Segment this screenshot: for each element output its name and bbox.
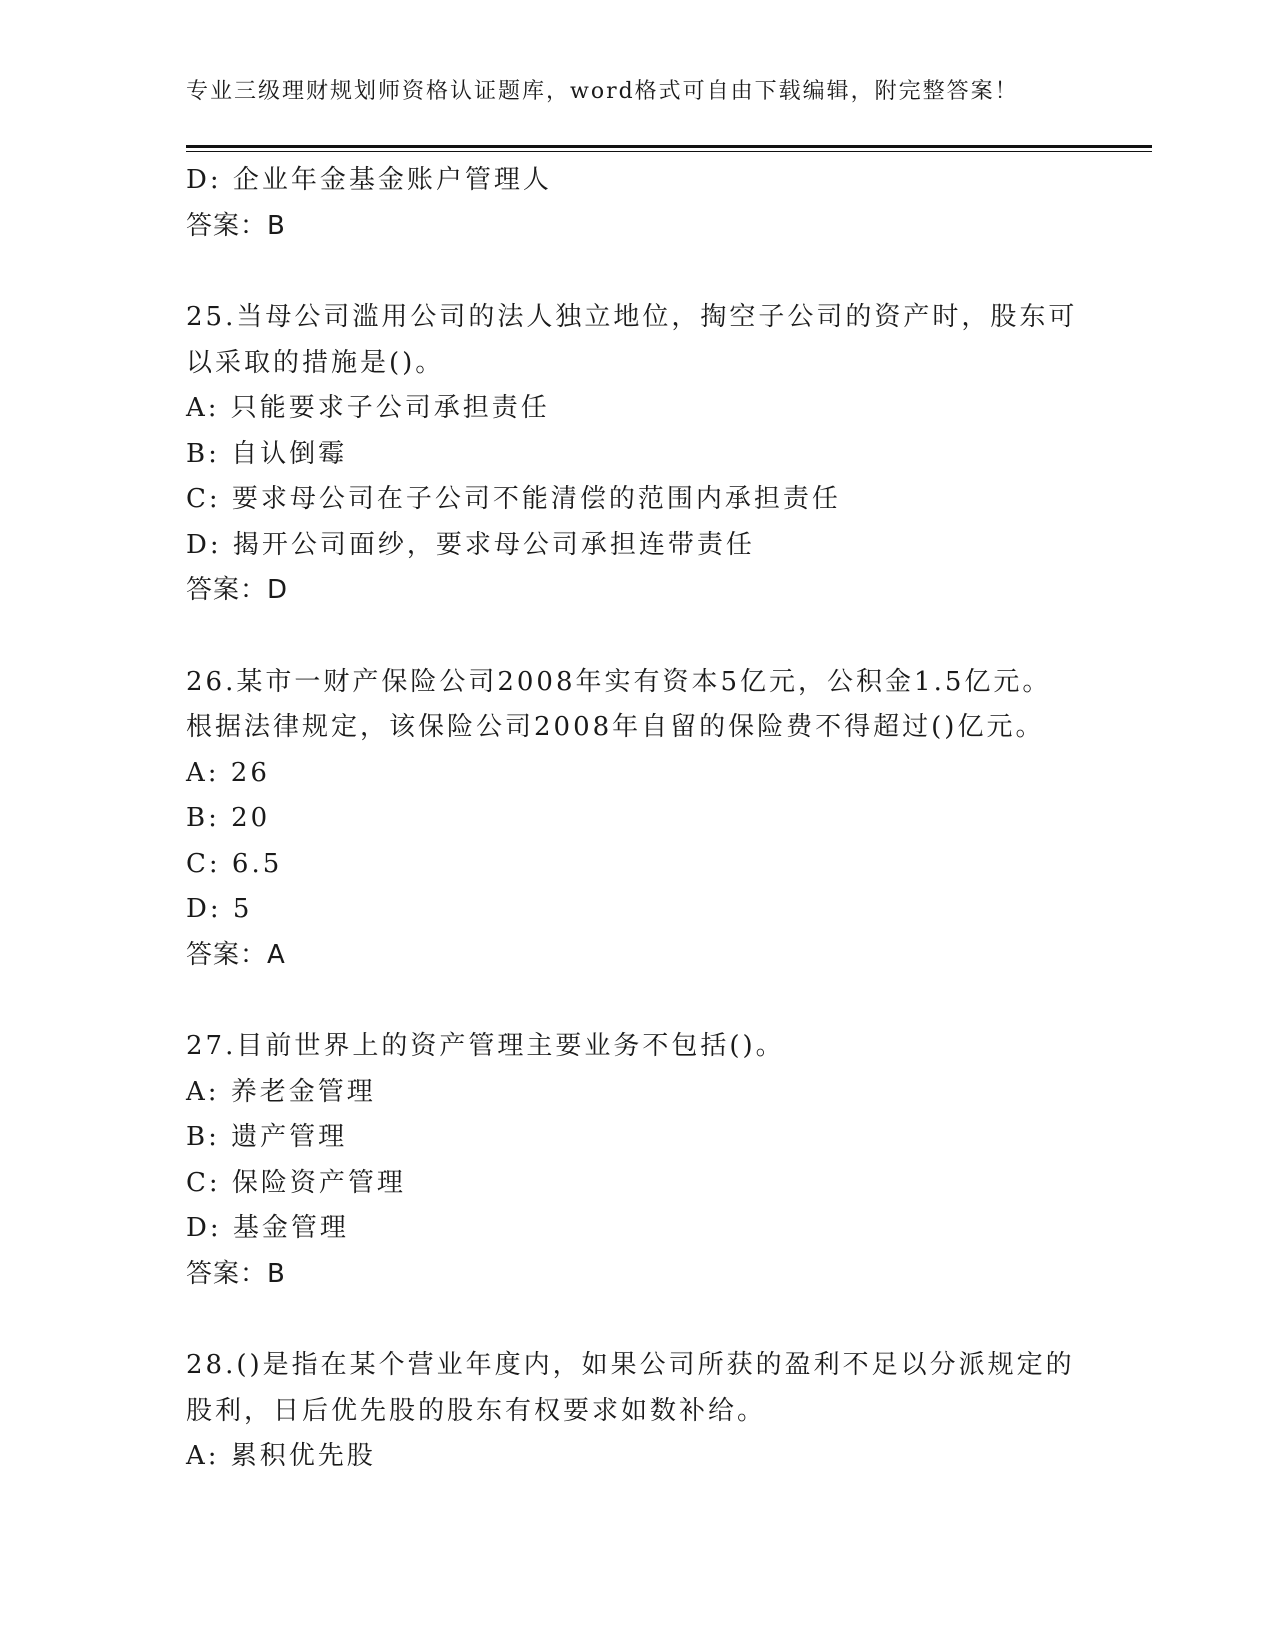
option-c: C: 要求母公司在子公司不能清偿的范围内承担责任 bbox=[186, 484, 841, 514]
option-d: D: 企业年金基金账户管理人 bbox=[186, 165, 552, 195]
option-a: A: 累积优先股 bbox=[186, 1441, 376, 1471]
question-text: 股利，日后优先股的股东有权要求如数补给。 bbox=[186, 1395, 767, 1426]
question-25 bbox=[186, 295, 1086, 614]
option-d: D: 5 bbox=[186, 894, 253, 924]
answer: 答案：B bbox=[186, 210, 286, 241]
answer: 答案：B bbox=[186, 1258, 286, 1289]
option-b: B: 遗产管理 bbox=[186, 1122, 348, 1152]
option-a: A: 养老金管理 bbox=[186, 1076, 376, 1107]
question-text: 26.某市一财产保险公司2008年实有资本5亿元，公积金1.5亿元。 bbox=[186, 666, 1052, 697]
option-c: C: 保险资产管理 bbox=[186, 1167, 406, 1198]
question-text: 以采取的措施是()。 bbox=[186, 347, 445, 378]
question-text: 28.()是指在某个营业年度内，如果公司所获的盈利不足以分派规定的 bbox=[186, 1350, 1075, 1380]
header-rule-thick bbox=[186, 145, 1152, 148]
answer: 答案：D bbox=[186, 575, 289, 605]
question-26 bbox=[186, 660, 1086, 979]
document-body bbox=[186, 158, 1086, 1480]
option-a: A: 只能要求子公司承担责任 bbox=[186, 393, 550, 423]
option-c: C: 6.5 bbox=[186, 848, 283, 879]
option-b: B: 自认倒霉 bbox=[186, 438, 348, 469]
answer: 答案：A bbox=[186, 939, 286, 970]
question-27 bbox=[186, 1024, 1086, 1297]
question-text: 27.目前世界上的资产管理主要业务不包括()。 bbox=[186, 1031, 785, 1061]
header-rule-thin bbox=[186, 151, 1152, 152]
question-text: 根据法律规定，该保险公司2008年自留的保险费不得超过()亿元。 bbox=[186, 712, 1045, 742]
page-header: 专业三级理财规划师资格认证题库，word格式可自由下载编辑，附完整答案！ bbox=[186, 79, 1019, 104]
option-a: A: 26 bbox=[186, 757, 270, 788]
question-28 bbox=[186, 1343, 1086, 1480]
option-d: D: 揭开公司面纱，要求母公司承担连带责任 bbox=[186, 529, 755, 560]
question-text: 25.当母公司滥用公司的法人独立地位，掏空子公司的资产时，股东可 bbox=[186, 302, 1078, 332]
option-b: B: 20 bbox=[186, 803, 271, 833]
option-d: D: 基金管理 bbox=[186, 1213, 349, 1243]
